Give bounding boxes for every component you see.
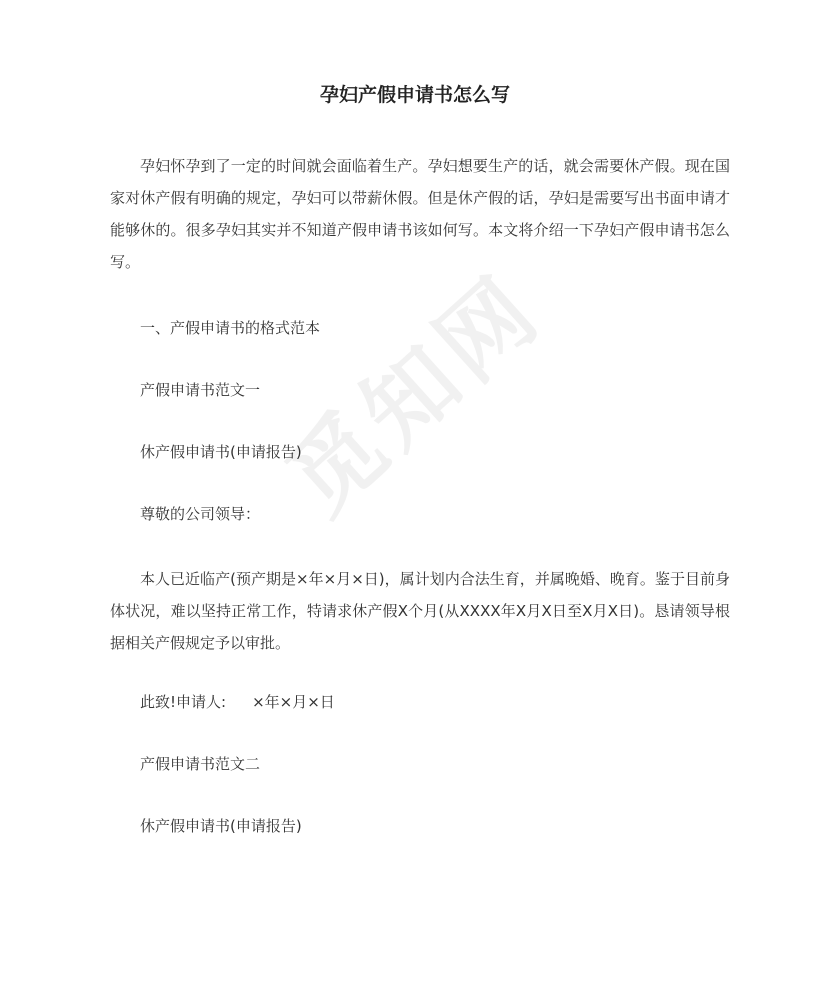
sample-one-label: 产假申请书范文一 xyxy=(140,381,261,399)
intro-paragraph: 孕妇怀孕到了一定的时间就会面临着生产。孕妇想要生产的话，就会需要休产假。现在国家对休产假有明确的规定，孕妇可以带薪休假。但是休产假的话，孕妇是需要写出书面申请才能够休的。很多孕妇其实并不知道产假申请书该如何写。本文将介绍一下孕妇产假申请书怎么写。 xyxy=(110,157,730,271)
closing-line xyxy=(110,686,730,718)
section-heading: 一、产假申请书的格式范本 xyxy=(140,319,321,337)
document-title: 孕妇产假申请书怎么写 xyxy=(319,84,510,106)
sample-two-label: 产假申请书范文二 xyxy=(140,755,261,773)
closing-text: 此致!申请人: xyxy=(140,693,227,711)
sample-two-title: 休产假申请书(申请报告) xyxy=(140,817,302,835)
salutation: 尊敬的公司领导： xyxy=(140,505,261,523)
sample-one-title: 休产假申请书(申请报告) xyxy=(140,443,302,461)
watermark: 觅知网 xyxy=(267,254,562,535)
letter-body: 本人已近临产(预产期是×年×月×日)，属计划内合法生育，并属晚婚、晚育。鉴于目前身体状况，难以坚持正常工作，特请求休产假Ⅹ个月(从XXXX年Ⅹ月Ⅹ日至Ⅹ月Ⅹ日)。恳请领导根据相关产假规定予以审批。 xyxy=(110,570,730,652)
closing-date: ×年×月×日 xyxy=(252,693,335,711)
